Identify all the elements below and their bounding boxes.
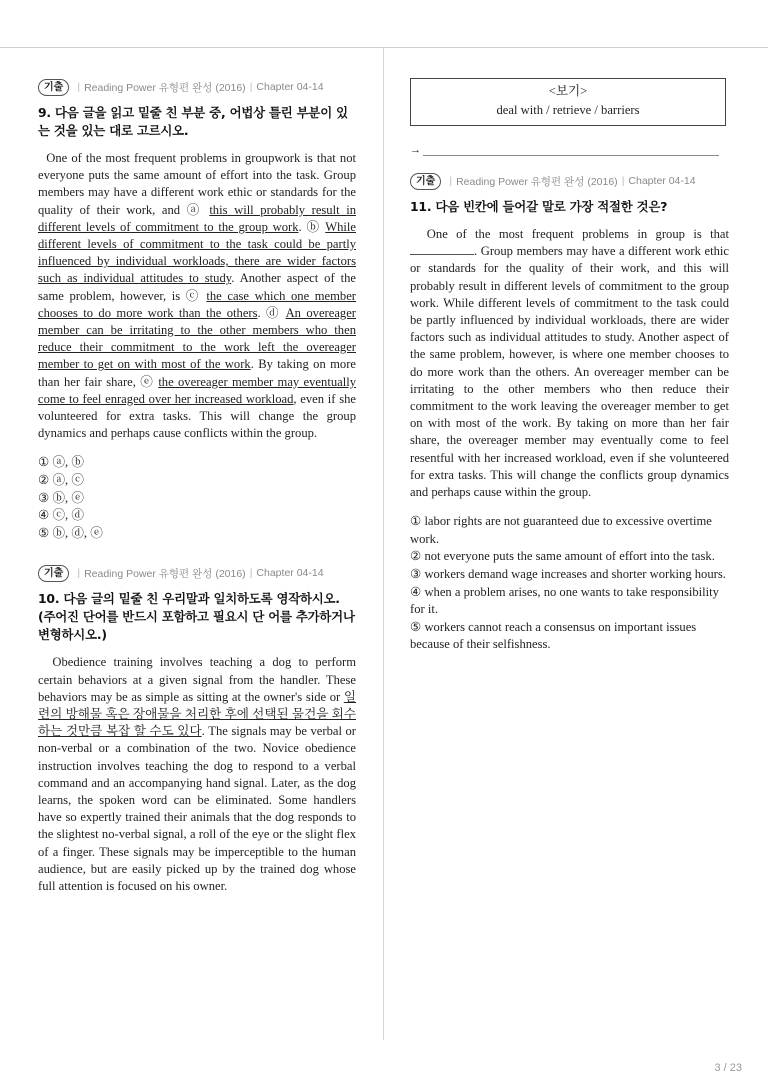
example-box-label: <보기>	[548, 84, 588, 98]
column-divider	[383, 48, 384, 1040]
answer-blank[interactable]	[423, 155, 719, 156]
question-9-options	[38, 454, 356, 542]
question-9-title: 9. 다음 글을 읽고 밑줄 친 부분 중, 어법상 틀린 부분이 있는 것을 있는 대로 고르시오.	[38, 105, 348, 138]
underlined-c: the case which one member chooses to do more work than the others	[38, 288, 357, 320]
question-11-title: 11. 다음 빈칸에 들어갈 말로 가장 적절한 것은?	[410, 199, 668, 214]
source-title: Reading Power 유형편 완성 (2016)	[84, 81, 246, 94]
source-chapter: Chapter 04-14	[628, 175, 696, 187]
underlined-b: While different levels of commitment to the task could be partly influenced by individual workloads, there are wider factors such as individual attitudes to study	[38, 219, 357, 286]
passage-text: Obedience training involves teaching a dog to perform certain behaviors at a given signal from the handler. These behaviors may be as simple as sitting at the owner's side or	[38, 655, 356, 704]
question-10-source-tag: 기출 | Reading Power 유형편 완성 (2016) | Chapter 04-14	[38, 564, 356, 582]
question-10-passage	[38, 654, 356, 895]
question-11-passage	[410, 226, 729, 501]
option-5[interactable]: ⑤ workers cannot reach a consensus on important issues because of their selfishness.	[410, 619, 697, 652]
option-4[interactable]: ④ ⓒ, ⓓ	[38, 508, 84, 523]
arrow-icon: →	[410, 144, 421, 156]
example-box	[410, 78, 726, 126]
underlined-a: this will probably result in different levels of commitment to the group work	[38, 202, 356, 234]
underlined-d: An overeager member can be irritating to the other members who then reduce their commitment to the work left the overeager member to get on with most of the work	[38, 305, 356, 372]
option-2[interactable]: ② ⓐ, ⓒ	[38, 473, 84, 488]
passage-text: One of the most frequent problems in group is that	[426, 227, 729, 241]
past-exam-badge: 기출	[38, 79, 69, 96]
option-2[interactable]: ② not everyone puts the same amount of effort into the task.	[410, 549, 715, 564]
answer-line	[410, 140, 729, 156]
underlined-korean: 일련의 방해물 혹은 장애물을 처리한 후에 선택된 물건을 회수하는 것만큼 복잡 할 수도 있다	[38, 689, 356, 739]
example-box-words: deal with / retrieve / barriers	[496, 103, 640, 117]
header-rule	[0, 47, 768, 48]
question-11-options	[410, 513, 729, 654]
page-number: 3 / 23	[714, 1062, 742, 1074]
option-4[interactable]: ④ when a problem arises, no one wants to take responsibility for it.	[410, 584, 719, 617]
question-9-source-tag: 기출 | Reading Power 유형편 완성 (2016) | Chapter 04-14	[38, 78, 356, 96]
right-column	[410, 78, 729, 654]
passage-text: , even if she volunteered for extra tasks. This will change the group dynamics and perhaps cause conflicts within the group.	[38, 391, 356, 441]
past-exam-badge: 기출	[410, 173, 441, 190]
passage-text: . Another aspect of the same problem, however, is ⓒ	[38, 271, 356, 303]
source-title: Reading Power 유형편 완성 (2016)	[456, 175, 618, 188]
passage-text: . The signals may be verbal or non-verbal or a combination of the two. Novice obedience instruction involves teaching the dog to respond to a verbal command and an accompanying hand signal. Later, as the dog learns, the spoken word can be eliminated. Some handlers have so expertly trained their animals that the dog responds to the slightest no-verbal signal, a roll of the eye or the slight flex of a finger. These signals may be imperceptible to the human audience, but are easily picked up by the trained dog whose full attention is focused on his owner.	[38, 724, 356, 894]
question-9-passage	[38, 150, 356, 442]
passage-text: . ⓑ	[298, 219, 326, 234]
passage-text: . By taking on more than her fair share, ⓔ	[38, 357, 357, 389]
source-chapter: Chapter 04-14	[256, 567, 324, 580]
source-chapter: Chapter 04-14	[256, 81, 324, 93]
past-exam-badge: 기출	[38, 565, 69, 582]
option-3[interactable]: ③ workers demand wage increases and shorter working hours.	[410, 567, 726, 582]
option-1[interactable]: ① ⓐ, ⓑ	[38, 455, 84, 470]
underlined-e: the overeager member may eventually come to feel enraged over her increased workload	[38, 374, 357, 406]
option-5[interactable]: ⑤ ⓑ, ⓓ, ⓔ	[38, 525, 103, 540]
passage-text: One of the most frequent problems in groupwork is that not everyone puts the same amount of effort into the task. Group members may have a different work ethic or standards for the quality of their work, and ⓐ	[38, 151, 356, 217]
question-10-title: 10. 다음 글의 밑줄 친 우리말과 일치하도록 영작하시오. (주어진 단어를 반드시 포함하고 필요시 단 어를 추가하거나 변형하시오.)	[38, 591, 355, 643]
left-column	[38, 78, 356, 895]
question-11-source-tag: 기출 | Reading Power 유형편 완성 (2016) | Chapter 04-14	[410, 172, 729, 190]
passage-text: . ⓓ	[257, 305, 286, 320]
passage-text: . Group members may have a different work ethic or standards for the quality of their work, and this will probably result in different levels of commitment to the group work. While different levels of commitment to the task could be partly influenced by individual workloads, there are wider factors such as individual attitudes to study. Another aspect of the same problem, however, is where one member chooses to do more work than the others. An overeager member can be irritating to the other members who then reduce their commitment to the work leaving the overeager member to get on with most of the work. By taking on more than her fair share, the overeager member may eventually come to feel resentful with her increased workload, even if she volunteered for extra tasks. This will change the conflicts group dynamics and perhaps cause within the group.	[410, 244, 729, 500]
option-1[interactable]: ① labor rights are not guaranteed due to excessive overtime work.	[410, 514, 712, 546]
source-title: Reading Power 유형편 완성 (2016)	[84, 567, 246, 580]
option-3[interactable]: ③ ⓑ, ⓔ	[38, 490, 84, 505]
fill-in-blank	[410, 243, 474, 255]
